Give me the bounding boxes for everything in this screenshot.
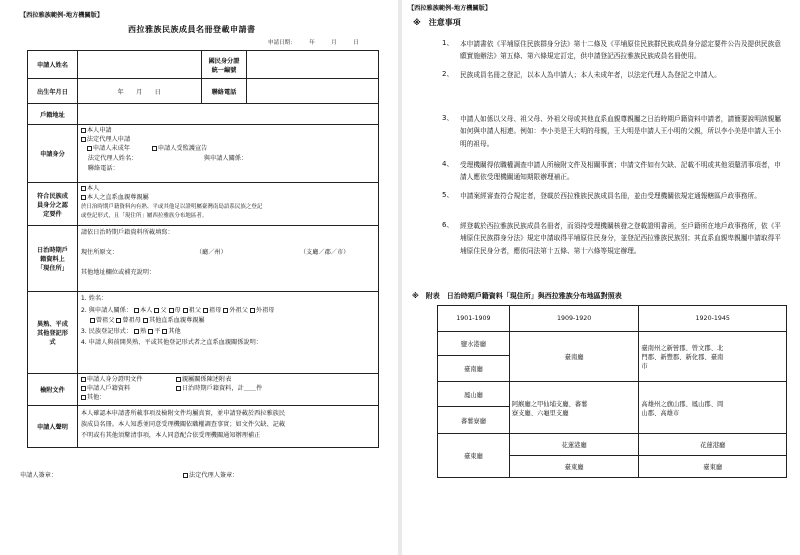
checkbox[interactable] [143, 318, 148, 323]
applicant-name-label: 申請人姓名 [28, 51, 78, 79]
original-address-field[interactable]: 現住所原文： [80, 249, 118, 256]
legal-rep-phone-field[interactable]: 聯絡電話： [87, 165, 119, 172]
region-ahou-1909: 阿緱廳之甲仙埔支廳、蕃薯 寮支廳、六龜里支廳 [509, 382, 639, 434]
checkbox[interactable] [183, 473, 188, 478]
region-fengshan: 鳳山廳 [438, 382, 510, 407]
relationship-row: 2. 與申請人關係： 本人 父 母 祖父 祖母 外祖父 外祖母 [80, 307, 275, 314]
checkbox[interactable] [203, 308, 208, 313]
checkbox[interactable] [176, 377, 181, 382]
checkbox[interactable] [176, 386, 181, 391]
region-hualien-1909: 花蓮港廳 [509, 434, 639, 456]
checkbox[interactable] [162, 329, 167, 334]
japanese-era-instruction: 請依日治時期戶籍資料所載填寫： [80, 229, 174, 236]
id-number-label: 國民身分證 統一編號 [201, 51, 247, 79]
eligibility-lineal-option[interactable]: 本人之直系血親尊親屬 [81, 195, 149, 201]
declaration-text [77, 406, 378, 448]
version-tag: 【西拉雅族範例-地方機關版】 [20, 12, 104, 19]
relative-name-field[interactable]: 1. 姓名： [80, 295, 108, 302]
declaration-line: 不明或有其他須釐清事項，本人同意配合依受理機關通知辦理補正 [80, 432, 261, 439]
note-text: 申請人如係以父母、祖父母、外祖父母或其他直系血親尊親屬之日治時期戶籍資料申請者，請簡要說明該親屬如何與申請人相連。例如：李小美是王大明的母親，王大明是申請人王小明的父親，所以李小美是申請人王小明的祖母。 [460, 115, 781, 148]
registration-form-label: 異熟、平成 其他登記形 式 [28, 292, 78, 374]
checkbox[interactable] [250, 308, 255, 313]
region-hualien-1920: 花蓮港廳 [639, 434, 787, 456]
region-tainan: 臺南廳 [438, 356, 510, 382]
note-text: 申請案經審查符合規定者，登載於西拉雅族民族成員名冊，並由受理機關依規定通報轄區戶政事務所。 [460, 192, 761, 200]
form-title: 西拉雅族民族成員名冊登載申請書 [128, 25, 256, 34]
household-address-label: 戶籍地址 [28, 104, 78, 125]
relationship-row-2: 曾祖父 曾祖母 其他直系血親尊親屬 [90, 318, 205, 324]
household-address-field[interactable] [77, 104, 378, 125]
legal-rep-name-field[interactable]: 法定代理人姓名： [87, 155, 138, 162]
appendix-title: ※ 附表 日治時期戶籍資料「現住所」與西拉雅族分布地區對照表 [412, 292, 622, 300]
checkbox[interactable] [152, 146, 157, 151]
legal-rep-signature-field[interactable]: 法定代理人簽章： [183, 473, 239, 479]
checkbox[interactable] [81, 137, 86, 142]
note-text: 本申請書依《平埔原住民族群身分法》第十二條及《平埔原住民族群民族成員身分認定要件公告及提供民族意願實施辦法》第五條、第六條規定訂定，供申請登記西拉雅族民族成員名冊使用。 [460, 40, 781, 61]
region-taitung-1920: 臺東廳 [639, 456, 787, 478]
note-number: 2、 [442, 70, 454, 78]
header-1909-1920: 1909-1920 [509, 306, 639, 332]
note-number: 3、 [442, 114, 454, 122]
checkbox[interactable] [81, 128, 86, 133]
doc-household-option[interactable]: 申請人戶籍資料 [81, 386, 130, 392]
registration-form-row: 3. 民族登記形式： 熟 平 其他 [80, 328, 181, 335]
relationship-explanation-field[interactable]: 4. 申請人與前開異熟、平或其他登記形式者之直系血親關係說明： [80, 339, 262, 346]
eligibility-options [77, 183, 378, 226]
declaration-label: 申請人聲明 [28, 406, 78, 448]
application-form-table [27, 50, 379, 448]
header-1901-1909: 1901-1909 [438, 306, 510, 332]
doc-relationship-option[interactable]: 親屬關係陳述附表 [176, 377, 232, 383]
phone-label: 聯絡電話 [201, 79, 247, 104]
identity-guardian-option[interactable]: 申請人受監護宣告 [152, 146, 208, 152]
region-kaohsiung-1920: 高雄州之旗山郡、鳳山郡、岡 山郡、高雄市 [639, 382, 787, 434]
checkbox[interactable] [81, 377, 86, 382]
birthdate-label: 出生年月日 [28, 79, 78, 104]
declaration-line: 本人確認本申請書所載事項及檢附文件均屬真實，並申請登載於西拉雅族民 [80, 410, 286, 417]
note-text: 民族成員名冊之登記，以本人為申請人；本人未成年者，以法定代理人為登記之申請人。 [460, 71, 721, 79]
district-unit-label: （支廳／郡／市） [299, 249, 350, 256]
region-fanshuliao: 蕃薯寮廳 [438, 407, 510, 434]
application-form-page [0, 0, 398, 555]
checkbox[interactable] [148, 329, 153, 334]
identity-minor-option[interactable]: 申請人未成年 [87, 146, 130, 152]
checkbox[interactable] [134, 329, 139, 334]
doc-japanese-era-option[interactable]: 日治時期戶籍資料，計＿＿件 [176, 386, 262, 392]
region-reference-table [437, 305, 787, 478]
identity-self-option[interactable]: 本人申請 [81, 128, 112, 134]
identity-label: 申請身分 [28, 125, 78, 183]
checkbox[interactable] [87, 146, 92, 151]
eligibility-text: 或登記形式，且「現住所」屬西拉雅族分布地區者。 [80, 213, 208, 219]
japanese-era-address-fields [77, 226, 378, 292]
note-number: 1、 [442, 39, 454, 47]
applicant-name-field[interactable] [77, 51, 201, 79]
doc-id-option[interactable]: 申請人身分證明文件 [81, 377, 143, 383]
identity-legal-rep-option[interactable]: 法定代理人申請 [81, 137, 130, 143]
checkbox[interactable] [81, 186, 86, 191]
region-salt-water: 鹽水港廳 [438, 332, 510, 356]
checkbox[interactable] [116, 318, 121, 323]
notes-page [402, 0, 800, 555]
id-number-field[interactable] [247, 51, 379, 79]
japanese-era-address-label: 日治時期戶 籍資料上 「現住所」 [28, 226, 78, 292]
checkbox[interactable] [223, 308, 228, 313]
eligibility-label: 符合民族成 員身分之認 定要件 [28, 183, 78, 226]
eligibility-text: 於日治時期戶籍資料內有熟、平或其他足以證明屬臺灣南島語系民族之登記 [80, 204, 263, 210]
note-number: 5、 [442, 191, 454, 199]
documents-options [77, 374, 378, 406]
checkbox[interactable] [81, 395, 86, 400]
checkbox[interactable] [154, 308, 159, 313]
notes-title: ※ 注意事項 [413, 18, 461, 27]
checkbox[interactable] [169, 308, 174, 313]
checkbox[interactable] [81, 386, 86, 391]
prefecture-unit-label: （廳／州） [195, 249, 227, 256]
region-tainan-1909: 臺南廳 [509, 332, 639, 382]
doc-other-option[interactable]: 其他： [81, 395, 106, 401]
note-text: 受理機關得依職權調查申請人所檢附文件及相關事實；申請文件如有欠缺、記載不明或其他須釐清事項者，申請人應依受理機關通知期限辦理補正。 [460, 161, 781, 182]
phone-field[interactable] [247, 79, 379, 104]
version-tag: 【西拉雅族範例-地方機關版】 [408, 5, 492, 12]
registration-details [77, 292, 378, 374]
note-number: 4、 [442, 160, 454, 168]
region-taitung-1909: 臺東廳 [509, 456, 639, 478]
identity-options [77, 125, 378, 183]
documents-label: 檢附文件 [28, 374, 78, 406]
legal-rep-relation-field[interactable]: 與申請人關係： [203, 155, 248, 162]
region-tainan-1920: 臺南州之新營郡、曾文郡、北 門郡、新豐郡、新化郡、臺南 市 [639, 332, 787, 382]
declaration-line: 族成員名冊。本人知悉並同意受理機關依職權調查事實；如文件欠缺、記載 [80, 421, 286, 428]
checkbox[interactable] [81, 195, 86, 200]
checkbox[interactable] [90, 318, 95, 323]
header-1920-1945: 1920-1945 [639, 306, 787, 332]
applicant-signature-field[interactable]: 申請人簽章： [20, 472, 58, 479]
region-taitung: 臺東廳 [438, 434, 510, 478]
note-number: 6、 [442, 221, 454, 229]
other-address-field[interactable]: 其他地址欄位或補充說明： [80, 269, 156, 276]
checkbox[interactable] [183, 308, 188, 313]
checkbox[interactable] [134, 308, 139, 313]
birthdate-field[interactable]: 年 月 日 [77, 79, 201, 104]
application-date-line: 申請日期： 年 月 日 [268, 40, 359, 46]
eligibility-self-option[interactable]: 本人 [81, 186, 99, 192]
note-text: 經登載於西拉雅族民族成員名冊者，而須持受理機關核發之登載證明書函，至戶籍所在地戶政事務所，依《平埔原住民族群身分法》規定申請取得平埔原住民身分，並登記西拉雅族民族別；其直系血親卑親屬申請取得平埔原住民身分者，應依同法第十五條、第十六條等規定辦理。 [460, 222, 781, 255]
